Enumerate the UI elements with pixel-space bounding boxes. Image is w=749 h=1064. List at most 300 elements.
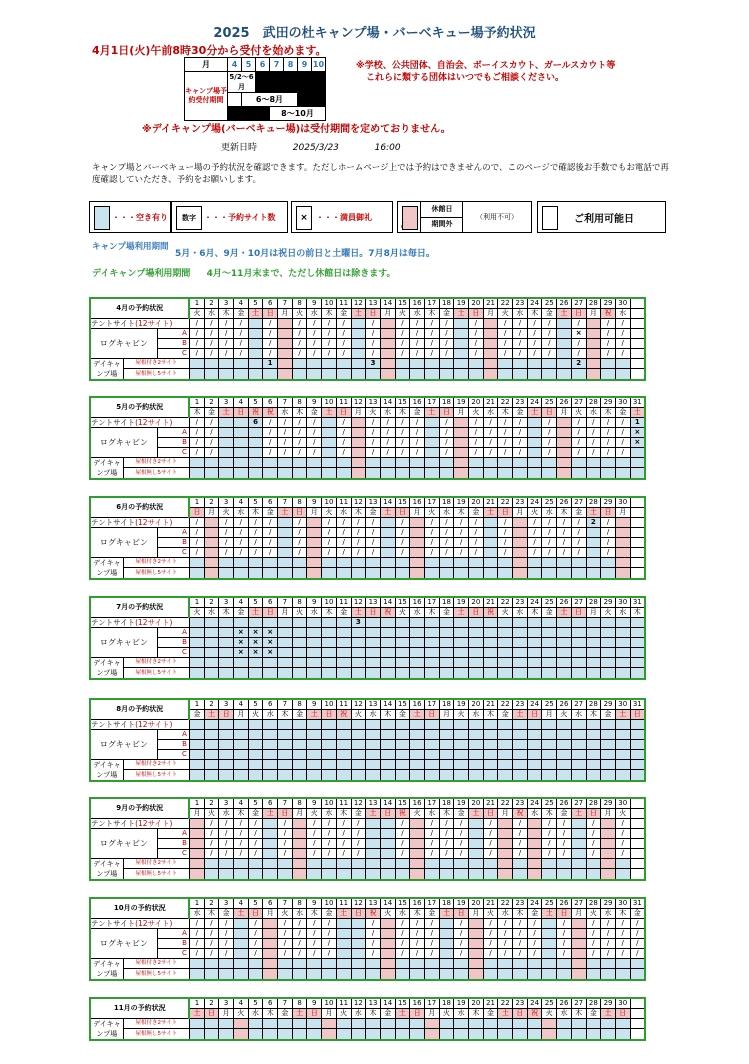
reservation-cell[interactable] — [322, 468, 337, 479]
reservation-cell[interactable] — [630, 538, 645, 548]
reservation-cell[interactable] — [498, 859, 513, 869]
reservation-cell[interactable]: / — [630, 939, 645, 949]
reservation-cell[interactable]: / — [219, 349, 234, 359]
reservation-cell[interactable] — [498, 638, 513, 648]
reservation-cell[interactable] — [439, 959, 454, 969]
reservation-cell[interactable]: / — [395, 428, 410, 438]
reservation-cell[interactable]: / — [278, 819, 293, 829]
reservation-cell[interactable]: / — [424, 538, 439, 548]
reservation-cell[interactable] — [630, 819, 645, 829]
reservation-cell[interactable] — [351, 319, 366, 329]
reservation-cell[interactable] — [557, 438, 572, 448]
reservation-cell[interactable]: / — [410, 428, 425, 438]
reservation-cell[interactable]: / — [542, 849, 557, 859]
reservation-cell[interactable]: / — [307, 349, 322, 359]
reservation-cell[interactable]: / — [322, 939, 337, 949]
reservation-cell[interactable] — [204, 558, 219, 568]
reservation-cell[interactable] — [469, 750, 484, 760]
reservation-cell[interactable] — [292, 760, 307, 770]
reservation-cell[interactable] — [483, 548, 498, 558]
reservation-cell[interactable] — [219, 458, 234, 468]
reservation-cell[interactable]: / — [513, 839, 528, 849]
reservation-cell[interactable] — [189, 648, 204, 658]
reservation-cell[interactable]: × — [630, 438, 645, 448]
reservation-cell[interactable]: / — [366, 319, 381, 329]
reservation-cell[interactable]: / — [366, 339, 381, 349]
reservation-cell[interactable] — [630, 618, 645, 628]
reservation-cell[interactable] — [351, 648, 366, 658]
reservation-cell[interactable] — [292, 558, 307, 568]
reservation-cell[interactable]: / — [586, 919, 601, 929]
reservation-cell[interactable] — [557, 329, 572, 339]
reservation-cell[interactable] — [380, 959, 395, 969]
reservation-cell[interactable] — [571, 668, 586, 679]
reservation-cell[interactable]: / — [542, 329, 557, 339]
reservation-cell[interactable]: / — [601, 438, 616, 448]
reservation-cell[interactable]: / — [189, 339, 204, 349]
reservation-cell[interactable]: / — [366, 919, 381, 929]
reservation-cell[interactable]: / — [292, 548, 307, 558]
reservation-cell[interactable] — [263, 558, 278, 568]
reservation-cell[interactable] — [439, 638, 454, 648]
reservation-cell[interactable] — [454, 668, 469, 679]
reservation-cell[interactable] — [630, 668, 645, 679]
reservation-cell[interactable] — [571, 770, 586, 781]
reservation-cell[interactable]: / — [586, 839, 601, 849]
reservation-cell[interactable] — [307, 468, 322, 479]
reservation-cell[interactable] — [351, 770, 366, 781]
reservation-cell[interactable] — [469, 829, 484, 839]
reservation-cell[interactable] — [601, 720, 616, 730]
reservation-cell[interactable] — [278, 538, 293, 548]
reservation-cell[interactable] — [542, 369, 557, 380]
reservation-cell[interactable]: / — [351, 518, 366, 528]
reservation-cell[interactable] — [204, 869, 219, 880]
reservation-cell[interactable] — [351, 1019, 366, 1029]
reservation-cell[interactable]: / — [189, 929, 204, 939]
reservation-cell[interactable] — [380, 528, 395, 538]
reservation-cell[interactable]: / — [439, 339, 454, 349]
reservation-cell[interactable] — [307, 969, 322, 980]
reservation-cell[interactable] — [248, 339, 263, 349]
reservation-cell[interactable]: / — [601, 418, 616, 428]
reservation-cell[interactable] — [234, 1029, 249, 1040]
reservation-cell[interactable] — [601, 468, 616, 479]
reservation-cell[interactable] — [542, 558, 557, 568]
reservation-cell[interactable] — [366, 839, 381, 849]
reservation-cell[interactable] — [483, 658, 498, 668]
reservation-cell[interactable]: / — [542, 448, 557, 458]
reservation-cell[interactable]: / — [219, 949, 234, 959]
reservation-cell[interactable] — [571, 648, 586, 658]
reservation-cell[interactable]: / — [439, 329, 454, 339]
reservation-cell[interactable]: / — [498, 919, 513, 929]
reservation-cell[interactable]: / — [586, 438, 601, 448]
reservation-cell[interactable] — [322, 668, 337, 679]
reservation-cell[interactable] — [219, 448, 234, 458]
reservation-cell[interactable] — [263, 849, 278, 859]
reservation-cell[interactable]: / — [424, 528, 439, 538]
reservation-cell[interactable] — [630, 849, 645, 859]
reservation-cell[interactable] — [189, 468, 204, 479]
reservation-cell[interactable] — [219, 568, 234, 579]
reservation-cell[interactable] — [307, 750, 322, 760]
reservation-cell[interactable]: / — [278, 418, 293, 428]
reservation-cell[interactable]: / — [542, 428, 557, 438]
reservation-cell[interactable]: 3 — [366, 359, 381, 369]
reservation-cell[interactable] — [263, 468, 278, 479]
reservation-cell[interactable] — [322, 1019, 337, 1029]
reservation-cell[interactable]: / — [571, 349, 586, 359]
reservation-cell[interactable] — [248, 740, 263, 750]
reservation-cell[interactable] — [307, 740, 322, 750]
reservation-cell[interactable] — [439, 919, 454, 929]
reservation-cell[interactable] — [454, 319, 469, 329]
reservation-cell[interactable]: / — [219, 548, 234, 558]
reservation-cell[interactable]: / — [615, 319, 630, 329]
reservation-cell[interactable]: / — [542, 839, 557, 849]
reservation-cell[interactable]: / — [366, 438, 381, 448]
reservation-cell[interactable] — [601, 869, 616, 880]
reservation-cell[interactable] — [571, 740, 586, 750]
reservation-cell[interactable]: × — [571, 329, 586, 339]
reservation-cell[interactable]: / — [263, 528, 278, 538]
reservation-cell[interactable] — [557, 319, 572, 329]
reservation-cell[interactable]: / — [527, 339, 542, 349]
reservation-cell[interactable] — [615, 538, 630, 548]
reservation-cell[interactable]: / — [322, 329, 337, 339]
reservation-cell[interactable] — [380, 819, 395, 829]
reservation-cell[interactable]: / — [336, 819, 351, 829]
reservation-cell[interactable] — [424, 668, 439, 679]
reservation-cell[interactable] — [483, 770, 498, 781]
reservation-cell[interactable]: / — [615, 428, 630, 438]
reservation-cell[interactable] — [542, 359, 557, 369]
reservation-cell[interactable]: / — [189, 428, 204, 438]
reservation-cell[interactable]: / — [571, 518, 586, 528]
reservation-cell[interactable]: / — [410, 438, 425, 448]
reservation-cell[interactable] — [439, 658, 454, 668]
reservation-cell[interactable] — [469, 740, 484, 750]
reservation-cell[interactable]: / — [513, 329, 528, 339]
reservation-cell[interactable] — [615, 969, 630, 980]
reservation-cell[interactable]: / — [469, 448, 484, 458]
reservation-cell[interactable] — [557, 339, 572, 349]
reservation-cell[interactable] — [630, 658, 645, 668]
reservation-cell[interactable] — [424, 568, 439, 579]
reservation-cell[interactable] — [351, 919, 366, 929]
reservation-cell[interactable] — [483, 1019, 498, 1029]
reservation-cell[interactable]: / — [542, 538, 557, 548]
reservation-cell[interactable]: / — [469, 339, 484, 349]
reservation-cell[interactable] — [454, 869, 469, 880]
reservation-cell[interactable] — [219, 558, 234, 568]
reservation-cell[interactable] — [483, 468, 498, 479]
reservation-cell[interactable] — [615, 959, 630, 969]
reservation-cell[interactable]: / — [307, 829, 322, 839]
reservation-cell[interactable] — [234, 458, 249, 468]
reservation-cell[interactable]: / — [601, 528, 616, 538]
reservation-cell[interactable] — [278, 1029, 293, 1040]
reservation-cell[interactable] — [278, 720, 293, 730]
reservation-cell[interactable]: / — [513, 319, 528, 329]
reservation-cell[interactable] — [454, 1019, 469, 1029]
reservation-cell[interactable] — [189, 668, 204, 679]
reservation-cell[interactable] — [483, 359, 498, 369]
reservation-cell[interactable]: / — [219, 329, 234, 339]
reservation-cell[interactable]: / — [601, 448, 616, 458]
reservation-cell[interactable] — [586, 638, 601, 648]
reservation-cell[interactable] — [234, 919, 249, 929]
reservation-cell[interactable]: / — [483, 428, 498, 438]
reservation-cell[interactable]: / — [498, 349, 513, 359]
reservation-cell[interactable]: / — [498, 428, 513, 438]
reservation-cell[interactable]: / — [410, 448, 425, 458]
reservation-cell[interactable]: / — [248, 528, 263, 538]
reservation-cell[interactable] — [278, 730, 293, 740]
reservation-cell[interactable]: × — [630, 428, 645, 438]
reservation-cell[interactable] — [322, 628, 337, 638]
reservation-cell[interactable] — [483, 638, 498, 648]
reservation-cell[interactable] — [542, 770, 557, 781]
reservation-cell[interactable]: / — [351, 839, 366, 849]
reservation-cell[interactable] — [424, 770, 439, 781]
reservation-cell[interactable]: / — [248, 919, 263, 929]
reservation-cell[interactable] — [410, 1019, 425, 1029]
reservation-cell[interactable] — [424, 760, 439, 770]
reservation-cell[interactable] — [630, 829, 645, 839]
reservation-cell[interactable] — [586, 648, 601, 658]
reservation-cell[interactable] — [336, 949, 351, 959]
reservation-cell[interactable] — [469, 628, 484, 638]
reservation-cell[interactable] — [410, 750, 425, 760]
reservation-cell[interactable] — [336, 859, 351, 869]
reservation-cell[interactable] — [571, 839, 586, 849]
reservation-cell[interactable] — [366, 859, 381, 869]
reservation-cell[interactable] — [527, 628, 542, 638]
reservation-cell[interactable]: / — [498, 448, 513, 458]
reservation-cell[interactable] — [380, 648, 395, 658]
reservation-cell[interactable]: / — [395, 349, 410, 359]
reservation-cell[interactable]: / — [219, 538, 234, 548]
reservation-cell[interactable]: / — [498, 418, 513, 428]
reservation-cell[interactable] — [380, 618, 395, 628]
reservation-cell[interactable] — [469, 658, 484, 668]
reservation-cell[interactable] — [307, 648, 322, 658]
reservation-cell[interactable] — [204, 648, 219, 658]
reservation-cell[interactable] — [380, 628, 395, 638]
reservation-cell[interactable] — [527, 359, 542, 369]
reservation-cell[interactable] — [278, 959, 293, 969]
reservation-cell[interactable] — [571, 730, 586, 740]
reservation-cell[interactable] — [571, 369, 586, 380]
reservation-cell[interactable] — [439, 668, 454, 679]
reservation-cell[interactable]: / — [454, 538, 469, 548]
reservation-cell[interactable] — [410, 538, 425, 548]
reservation-cell[interactable] — [380, 359, 395, 369]
reservation-cell[interactable] — [410, 869, 425, 880]
reservation-cell[interactable] — [498, 369, 513, 380]
reservation-cell[interactable] — [439, 568, 454, 579]
reservation-cell[interactable]: / — [454, 949, 469, 959]
reservation-cell[interactable] — [542, 1019, 557, 1029]
reservation-cell[interactable] — [234, 468, 249, 479]
reservation-cell[interactable] — [278, 859, 293, 869]
reservation-cell[interactable]: / — [439, 829, 454, 839]
reservation-cell[interactable] — [586, 548, 601, 558]
reservation-cell[interactable] — [278, 359, 293, 369]
reservation-cell[interactable]: / — [263, 418, 278, 428]
reservation-cell[interactable]: / — [234, 819, 249, 829]
reservation-cell[interactable]: / — [263, 349, 278, 359]
reservation-cell[interactable] — [278, 638, 293, 648]
reservation-cell[interactable] — [542, 740, 557, 750]
reservation-cell[interactable] — [292, 750, 307, 760]
reservation-cell[interactable]: / — [395, 528, 410, 538]
reservation-cell[interactable]: / — [292, 939, 307, 949]
reservation-cell[interactable] — [278, 369, 293, 380]
reservation-cell[interactable] — [380, 869, 395, 880]
reservation-cell[interactable]: / — [204, 849, 219, 859]
reservation-cell[interactable]: / — [571, 418, 586, 428]
reservation-cell[interactable] — [542, 760, 557, 770]
reservation-cell[interactable] — [234, 929, 249, 939]
reservation-cell[interactable]: / — [219, 819, 234, 829]
reservation-cell[interactable] — [204, 959, 219, 969]
reservation-cell[interactable] — [527, 648, 542, 658]
reservation-cell[interactable] — [513, 740, 528, 750]
reservation-cell[interactable] — [424, 628, 439, 638]
reservation-cell[interactable] — [336, 959, 351, 969]
reservation-cell[interactable] — [234, 949, 249, 959]
reservation-cell[interactable]: / — [248, 939, 263, 949]
reservation-cell[interactable] — [615, 648, 630, 658]
reservation-cell[interactable] — [571, 939, 586, 949]
reservation-cell[interactable]: / — [469, 418, 484, 428]
reservation-cell[interactable]: / — [483, 949, 498, 959]
reservation-cell[interactable]: / — [307, 929, 322, 939]
reservation-cell[interactable] — [469, 859, 484, 869]
reservation-cell[interactable] — [454, 568, 469, 579]
reservation-cell[interactable] — [542, 468, 557, 479]
reservation-cell[interactable] — [601, 740, 616, 750]
reservation-cell[interactable] — [351, 349, 366, 359]
reservation-cell[interactable]: / — [527, 919, 542, 929]
reservation-cell[interactable]: / — [542, 339, 557, 349]
reservation-cell[interactable]: / — [483, 919, 498, 929]
reservation-cell[interactable] — [498, 558, 513, 568]
reservation-cell[interactable] — [189, 760, 204, 770]
reservation-cell[interactable] — [469, 819, 484, 829]
reservation-cell[interactable] — [454, 349, 469, 359]
reservation-cell[interactable]: / — [483, 839, 498, 849]
reservation-cell[interactable] — [630, 1029, 645, 1040]
reservation-cell[interactable]: / — [380, 438, 395, 448]
reservation-cell[interactable] — [527, 448, 542, 458]
reservation-cell[interactable] — [615, 720, 630, 730]
reservation-cell[interactable] — [601, 849, 616, 859]
reservation-cell[interactable] — [395, 638, 410, 648]
reservation-cell[interactable] — [454, 618, 469, 628]
reservation-cell[interactable]: / — [322, 349, 337, 359]
reservation-cell[interactable] — [292, 359, 307, 369]
reservation-cell[interactable] — [380, 339, 395, 349]
reservation-cell[interactable] — [278, 558, 293, 568]
reservation-cell[interactable]: / — [395, 829, 410, 839]
reservation-cell[interactable] — [278, 740, 293, 750]
reservation-cell[interactable]: / — [454, 829, 469, 839]
reservation-cell[interactable]: / — [219, 919, 234, 929]
reservation-cell[interactable] — [336, 919, 351, 929]
reservation-cell[interactable] — [292, 458, 307, 468]
reservation-cell[interactable] — [557, 448, 572, 458]
reservation-cell[interactable]: / — [513, 438, 528, 448]
reservation-cell[interactable] — [351, 720, 366, 730]
reservation-cell[interactable]: / — [410, 418, 425, 428]
reservation-cell[interactable]: / — [571, 428, 586, 438]
reservation-cell[interactable] — [571, 638, 586, 648]
reservation-cell[interactable]: × — [234, 638, 249, 648]
reservation-cell[interactable] — [189, 618, 204, 628]
reservation-cell[interactable] — [292, 468, 307, 479]
reservation-cell[interactable] — [234, 568, 249, 579]
reservation-cell[interactable] — [586, 760, 601, 770]
reservation-cell[interactable] — [336, 468, 351, 479]
reservation-cell[interactable]: / — [336, 329, 351, 339]
reservation-cell[interactable] — [292, 668, 307, 679]
reservation-cell[interactable]: / — [336, 418, 351, 428]
reservation-cell[interactable] — [219, 468, 234, 479]
reservation-cell[interactable] — [483, 349, 498, 359]
reservation-cell[interactable] — [219, 750, 234, 760]
reservation-cell[interactable]: / — [615, 839, 630, 849]
reservation-cell[interactable]: / — [483, 448, 498, 458]
reservation-cell[interactable]: / — [336, 829, 351, 839]
reservation-cell[interactable] — [380, 730, 395, 740]
reservation-cell[interactable] — [307, 959, 322, 969]
reservation-cell[interactable] — [307, 1019, 322, 1029]
reservation-cell[interactable] — [219, 638, 234, 648]
reservation-cell[interactable] — [204, 548, 219, 558]
reservation-cell[interactable] — [307, 859, 322, 869]
reservation-cell[interactable] — [366, 568, 381, 579]
reservation-cell[interactable] — [366, 760, 381, 770]
reservation-cell[interactable]: / — [469, 329, 484, 339]
reservation-cell[interactable] — [204, 1019, 219, 1029]
reservation-cell[interactable] — [439, 939, 454, 949]
reservation-cell[interactable] — [571, 618, 586, 628]
reservation-cell[interactable] — [395, 628, 410, 638]
reservation-cell[interactable] — [615, 859, 630, 869]
reservation-cell[interactable] — [630, 468, 645, 479]
reservation-cell[interactable]: 2 — [586, 518, 601, 528]
reservation-cell[interactable] — [513, 518, 528, 528]
reservation-cell[interactable] — [439, 720, 454, 730]
reservation-cell[interactable] — [571, 458, 586, 468]
reservation-cell[interactable] — [469, 869, 484, 880]
reservation-cell[interactable] — [292, 869, 307, 880]
reservation-cell[interactable] — [527, 770, 542, 781]
reservation-cell[interactable] — [189, 750, 204, 760]
reservation-cell[interactable] — [263, 829, 278, 839]
reservation-cell[interactable]: / — [439, 849, 454, 859]
reservation-cell[interactable] — [219, 628, 234, 638]
reservation-cell[interactable] — [263, 869, 278, 880]
reservation-cell[interactable] — [263, 939, 278, 949]
reservation-cell[interactable]: / — [513, 829, 528, 839]
reservation-cell[interactable] — [469, 929, 484, 939]
reservation-cell[interactable]: / — [189, 939, 204, 949]
